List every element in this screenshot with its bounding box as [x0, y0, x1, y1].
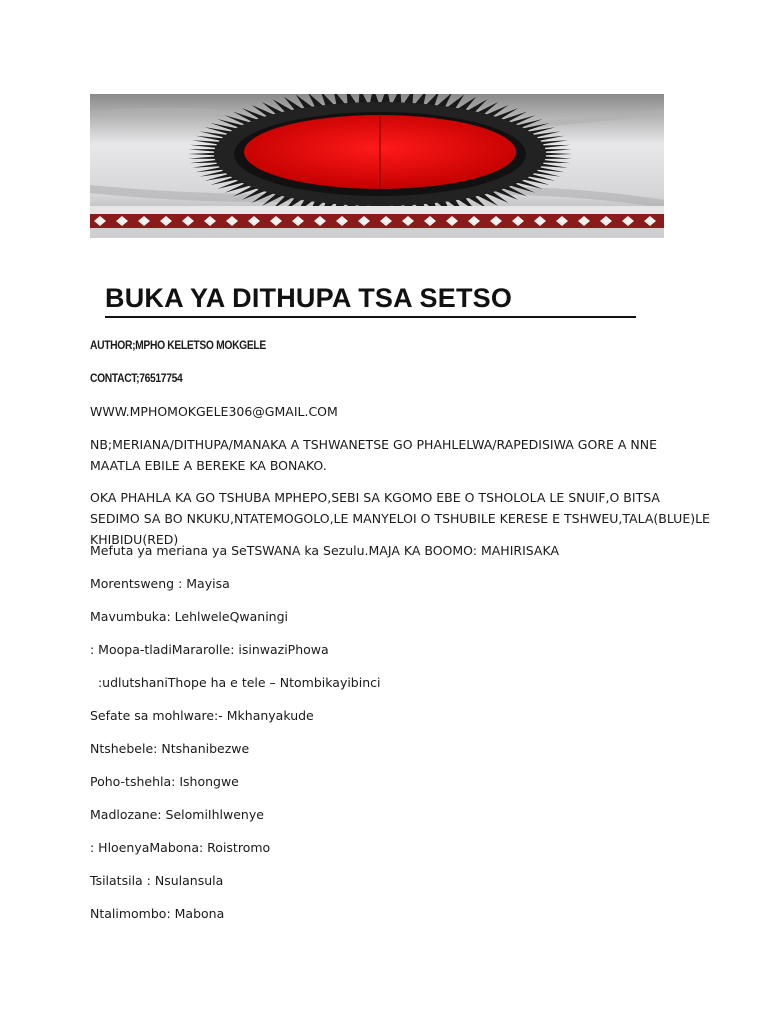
list-item: Morentsweng : Mayisa: [90, 576, 230, 591]
instruction-paragraph: OKA PHAHLA KA GO TSHUBA MPHEPO,SEBI SA KGOMO EBE O TSHOLOLA LE SNUIF,O BITSA SEDIMO SA BO NKUKU,NTATEMOGOLO,LE MANYELOI O TSHUBILE KERESE E TSHWEU,TALA(BLUE)LE KHIBIDU(RED): [90, 490, 710, 547]
list-item: Mavumbuka: LehlweleQwaningi: [90, 609, 289, 624]
title-underline: [105, 316, 636, 318]
list-item: :udlutshaniThope ha e tele – Ntombikayibinci: [90, 675, 381, 690]
list-item: Ntshebele: Ntshanibezwe: [90, 741, 250, 756]
list-item: : HloenyaMabona: Roistromo: [90, 840, 271, 855]
intro-line: Mefuta ya meriana ya SeTSWANA ka Sezulu.MAJA KA BOOMO: MAHIRISAKA: [90, 543, 560, 558]
list-item: Tsilatsila : Nsulansula: [90, 873, 224, 888]
note-paragraph: NB;MERIANA/DITHUPA/MANAKA A TSHWANETSE GO PHAHLELWA/RAPEDISIWA GORE A NNE MAATLA EBILE A BEREKE KA BONAKO.: [90, 437, 658, 473]
email-line: WWW.MPHOMOKGELE306@GMAIL.COM: [90, 404, 338, 419]
list-item: Ntalimombo: Mabona: [90, 906, 225, 921]
document-title: BUKA YA DITHUPA TSA SETSO: [105, 283, 513, 313]
list-item: Poho-tshehla: Ishongwe: [90, 774, 239, 789]
list-item: Sefate sa mohlware:- Mkhanyakude: [90, 708, 314, 723]
list-item: : Moopa-tladiMararolle: isinwaziPhowa: [90, 642, 329, 657]
document-title-block: [105, 283, 636, 314]
contact-line: CONTACT;76517754: [90, 371, 183, 385]
author-line: AUTHOR;MPHO KELETSO MOKGELE: [90, 338, 266, 352]
header-banner-image: [90, 94, 664, 238]
list-item: Madlozane: SelomiIhlwenye: [90, 807, 264, 822]
